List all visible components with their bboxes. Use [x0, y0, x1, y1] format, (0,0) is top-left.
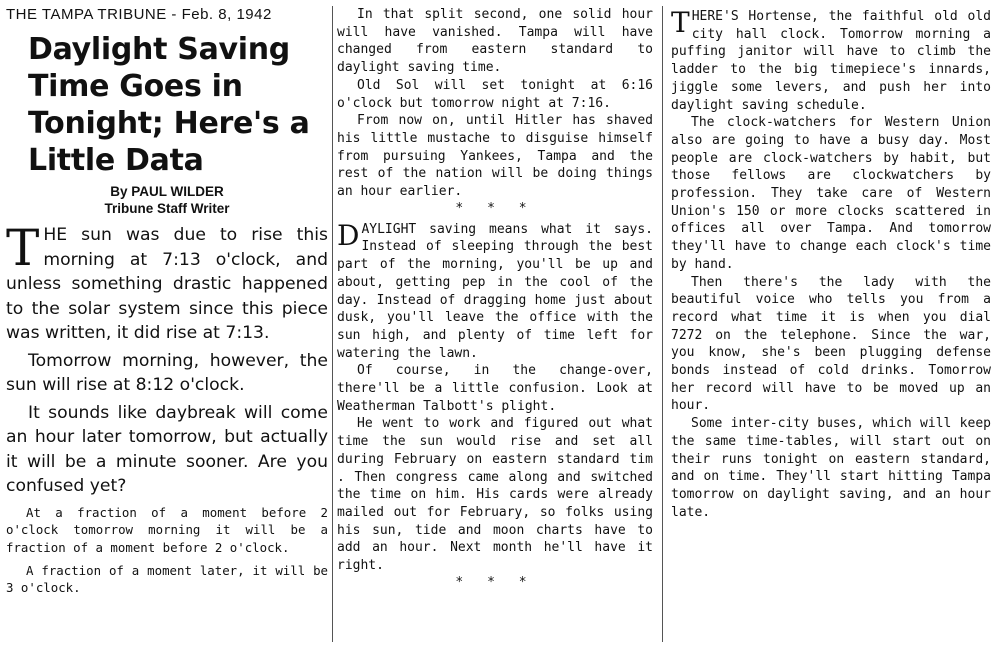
byline-author: By PAUL WILDER: [110, 184, 224, 199]
article-column-3: [671, 0, 991, 521]
paragraph: THERE'S Hortense, the faithful old old city hall clock. Tomorrow morning a puffing janitor will have to climb the ladder to the big timepiece's innards, jiggle some levers, and push her into daylight saving schedule.: [671, 6, 991, 113]
section-separator: * * *: [455, 574, 535, 590]
paragraph: He went to work and figured out what time the sun would rise and set all during February on eastern standard tim . Then congress came along and switched the time on him. His cards were already mailed out for February, so folks using his sun, tide and moon charts have to add an hour. Next month he'll have it right.: [337, 416, 653, 574]
article-column-2: [337, 0, 653, 591]
paragraph: The clock-watchers for Western Union also are going to have a busy day. Most people are clock-watchers by habit, but those fellows are clockwatchers by profession. They take care of Western Union's 150 or more clocks scattered in offices all over Tampa. And tomorrow they'll have to change each clock's time by hand.: [671, 115, 991, 272]
drop-cap: T: [671, 6, 690, 39]
paragraph: Tomorrow morning, however, the sun will rise at 8:12 o'clock.: [6, 350, 328, 395]
section-separator: * * *: [455, 200, 535, 216]
drop-cap: T: [6, 219, 40, 277]
paragraph: DAYLIGHT saving means what it says. Instead of sleeping through the best part of the morning, you'll be up and about, getting pep in the cool of the day. Instead of dragging home just about dusk, you'll leave the office with the sun high, and plenty of time left for watering the lawn.: [337, 218, 653, 361]
byline-role: Tribune Staff Writer: [104, 201, 230, 216]
dateline: THE TAMPA TRIBUNE - Feb. 8, 1942: [6, 6, 272, 23]
paragraph: From now on, until Hitler has shaved his little mustache to disguise himself from pursuing Yankees, Tampa and the rest of the nation will be doing things an hour earlier.: [337, 113, 653, 200]
paragraph: Of course, in the change-over, there'll be a little confusion. Look at Weatherman Talbott's plight.: [337, 363, 653, 414]
column-rule: [332, 6, 333, 642]
paragraph: In that split second, one solid hour will have vanished. Tampa will have changed from eastern standard to daylight saving time.: [337, 7, 653, 76]
paragraph: THE sun was due to rise this morning at 7:13 o'clock, and unless something drastic happened to the solar system since this piece was written, it did rise at 7:13.: [6, 219, 328, 343]
paragraph: A fraction of a moment later, it will be 3 o'clock.: [6, 562, 328, 596]
paragraph: Some inter-city buses, which will keep the same time-tables, will start out on their runs tonight on eastern standard, and on time. They'll start hitting Tampa tomorrow on daylight saving, and an hour late.: [671, 416, 991, 520]
headline: Daylight Saving Time Goes in Tonight; Here's a Little Data: [28, 32, 310, 178]
article-column-1: [6, 0, 328, 597]
byline: [6, 183, 328, 217]
paragraph: Then there's the lady with the beautiful voice who tells you from a record what time it is when you dial 7272 on the telephone. Since the war, you know, she's been plugging defense bonds instead of cold drinks. Tomorrow her record will have to be moved up an hour.: [671, 274, 991, 414]
column-rule: [662, 6, 663, 642]
paragraph: At a fraction of a moment before 2 o'clock tomorrow morning it will be a fraction of a moment before 2 o'clock.: [6, 504, 328, 555]
paragraph: Old Sol will set tonight at 6:16 o'clock but tomorrow night at 7:16.: [337, 77, 653, 111]
paragraph: It sounds like daybreak will come an hour later tomorrow, but actually it will be a minute sooner. Are you confused yet?: [6, 402, 328, 496]
drop-cap: D: [337, 218, 360, 252]
